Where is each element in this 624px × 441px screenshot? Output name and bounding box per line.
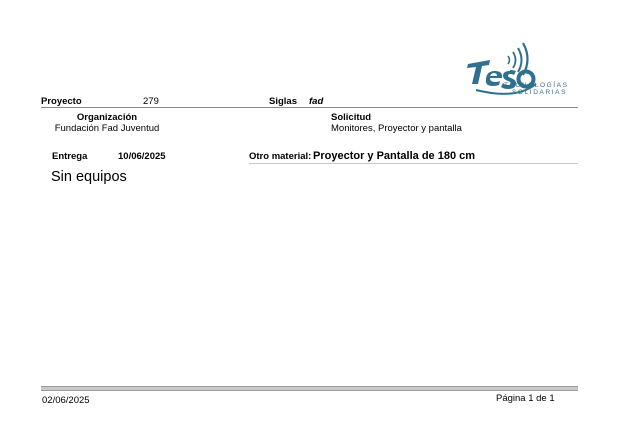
organizacion-value: Fundación Fad Juventud <box>54 123 160 134</box>
footer-date: 02/06/2025 <box>42 395 90 406</box>
siglas-label: Siglas <box>269 96 297 107</box>
proyecto-value: 279 <box>143 96 159 107</box>
logo-tagline-2: SOLIDARIAS <box>512 89 568 96</box>
solicitud-label: Solicitud <box>331 112 372 123</box>
sin-equipos-message: Sin equipos <box>51 169 127 185</box>
organizacion-label: Organización <box>76 112 138 123</box>
page-number: Página 1 de 1 <box>496 393 555 404</box>
otro-material-label: Otro material: <box>249 151 312 162</box>
otro-material-value: Proyector y Pantalla de 180 cm <box>313 150 476 162</box>
entrega-label: Entrega <box>52 151 88 162</box>
footer-bar <box>41 386 578 391</box>
entrega-value: 10/06/2025 <box>118 151 166 162</box>
proyecto-label: Proyecto <box>41 96 82 107</box>
otro-material-underline <box>249 163 578 164</box>
siglas-value: fad <box>309 96 324 107</box>
logo-tagline-1: TECNOLOGÍAS <box>504 82 569 89</box>
header-divider <box>41 107 578 108</box>
solicitud-value: Monitores, Proyector y pantalla <box>331 123 462 134</box>
